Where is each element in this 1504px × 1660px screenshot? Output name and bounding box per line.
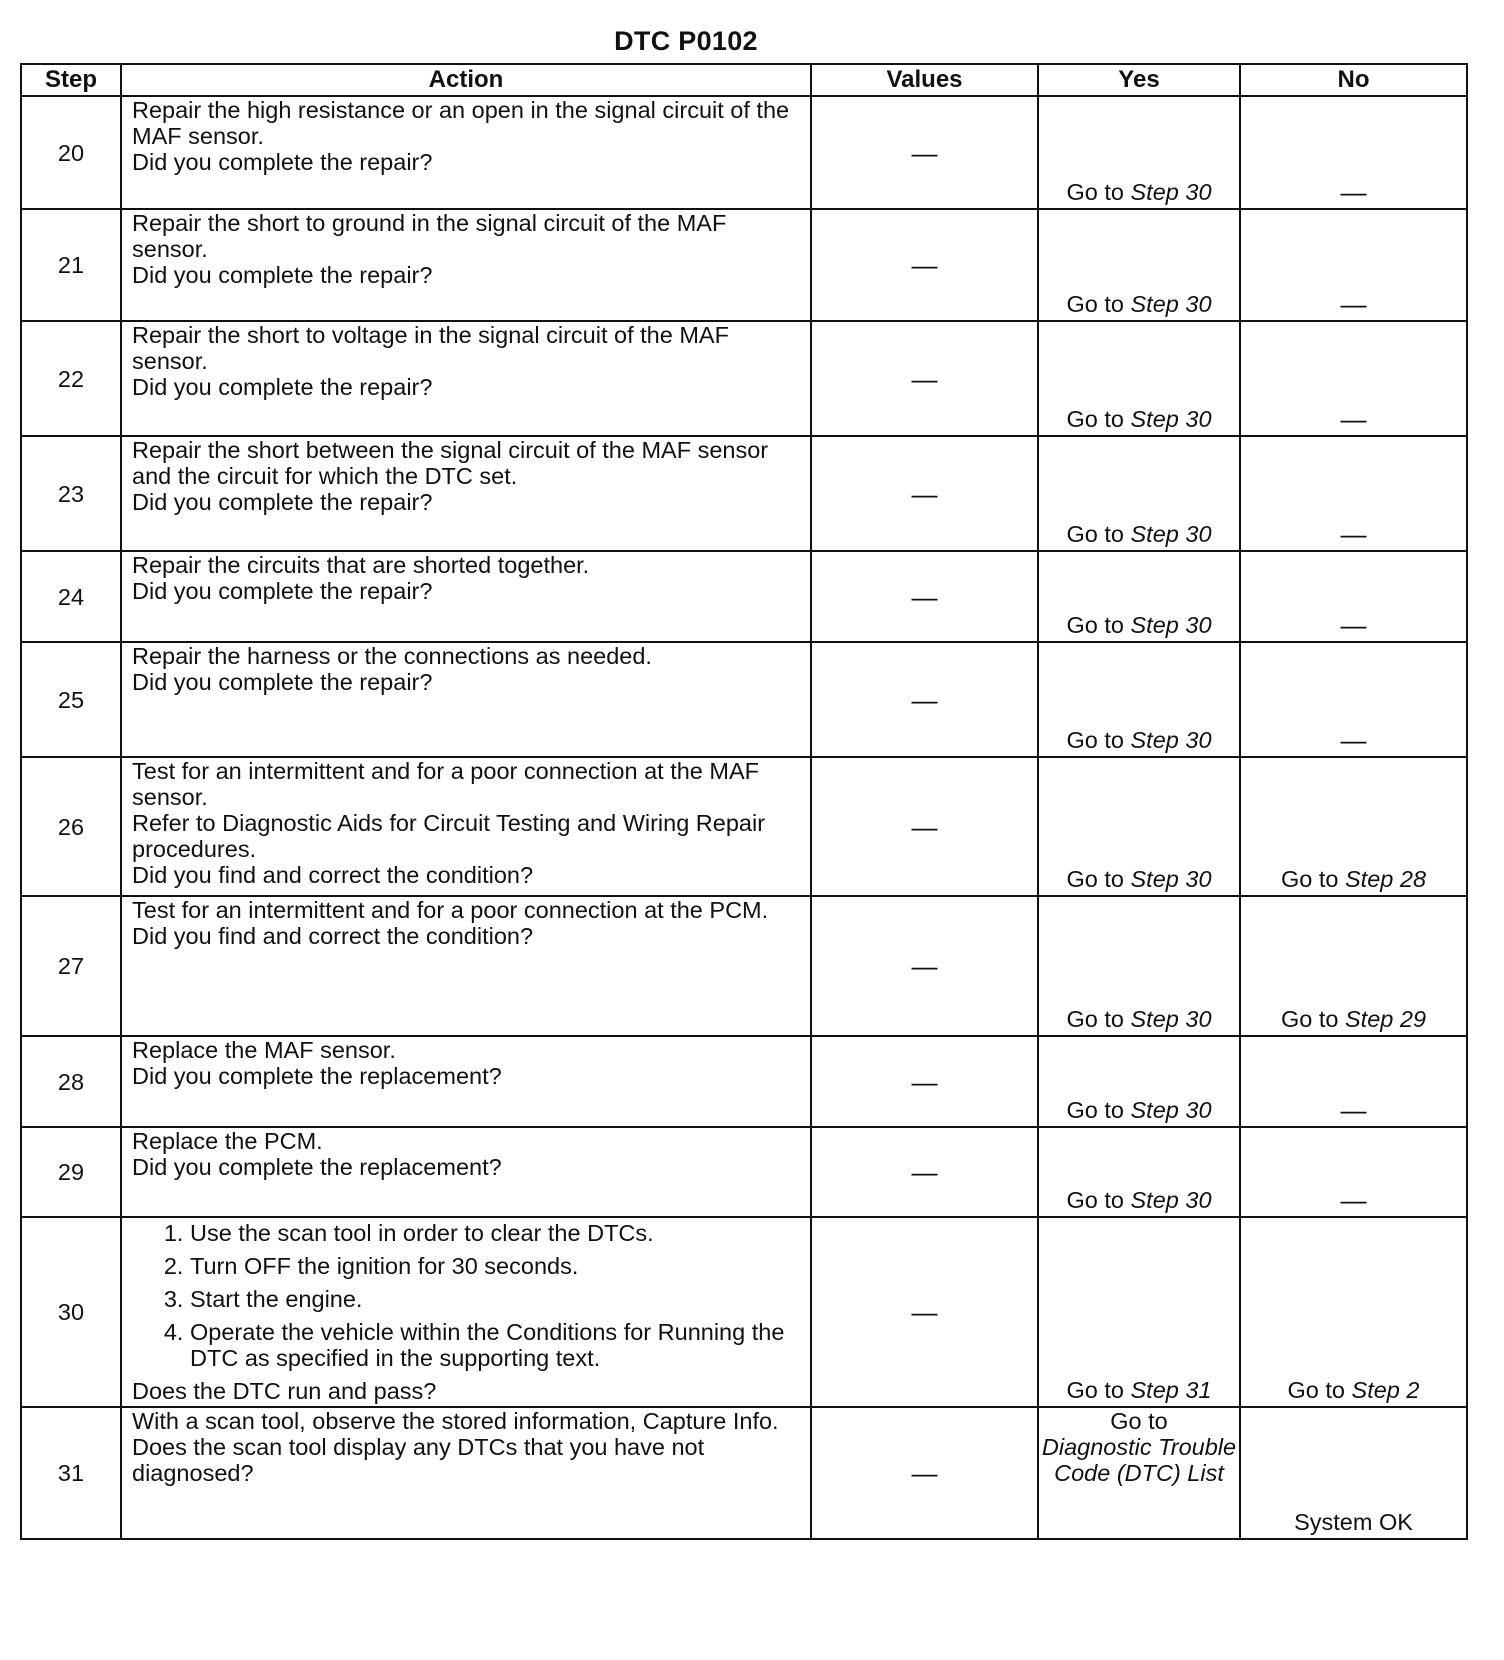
action-question: Did you complete the repair?	[132, 374, 433, 400]
action-reference: Refer to Diagnostic Aids for Circuit Testing and Wiring Repair procedures.	[132, 810, 766, 862]
header-action: Action	[121, 64, 811, 96]
table-row	[21, 1127, 1467, 1217]
action-question: Did you complete the repair?	[132, 669, 433, 695]
values-cell: —	[811, 1127, 1038, 1217]
yes-step-link[interactable]: Step 30	[1130, 866, 1212, 892]
action-cell	[121, 757, 811, 896]
no-cell	[1240, 757, 1467, 896]
header-yes: Yes	[1038, 64, 1240, 96]
action-cell	[121, 321, 811, 436]
yes-step-link[interactable]: Step 30	[1130, 521, 1212, 547]
yes-prefix: Go to	[1066, 406, 1131, 432]
values-cell: —	[811, 1217, 1038, 1407]
no-prefix: Go to	[1280, 1006, 1345, 1032]
yes-cell	[1038, 1036, 1240, 1127]
list-item: 3. Start the engine.	[190, 1286, 804, 1312]
step-number: 23	[21, 436, 121, 551]
yes-prefix: Go to	[1066, 866, 1131, 892]
table-row	[21, 642, 1467, 757]
yes-step-link[interactable]: Step 30	[1130, 1097, 1212, 1123]
action-cell	[121, 1127, 811, 1217]
step-number: 21	[21, 209, 121, 321]
yes-prefix: Go to	[1066, 521, 1131, 547]
values-cell: —	[811, 757, 1038, 896]
values-cell: —	[811, 896, 1038, 1036]
procedure-list	[132, 1220, 804, 1371]
values-cell: —	[811, 436, 1038, 551]
header-row	[21, 64, 1467, 96]
yes-step-link[interactable]: Step 30	[1130, 727, 1212, 753]
action-text: Replace the PCM.	[132, 1128, 323, 1154]
no-cell: —	[1240, 436, 1467, 551]
action-question: Did you complete the repair?	[132, 578, 433, 604]
list-item: 4. Operate the vehicle within the Conditions for Running the DTC as specified in the supporting text.	[190, 1319, 804, 1371]
action-cell	[121, 896, 811, 1036]
yes-cell	[1038, 1217, 1240, 1407]
no-step-link[interactable]: Step 28	[1345, 866, 1427, 892]
yes-step-link[interactable]: Step 30	[1130, 1187, 1212, 1213]
yes-cell	[1038, 436, 1240, 551]
action-question: Did you find and correct the condition?	[132, 862, 534, 888]
action-text: Repair the short to ground in the signal circuit of the MAF sensor.	[132, 210, 727, 262]
yes-cell	[1038, 96, 1240, 209]
step-number: 30	[21, 1217, 121, 1407]
values-cell: —	[811, 321, 1038, 436]
yes-prefix: Go to	[1110, 1408, 1168, 1434]
action-text: Test for an intermittent and for a poor connection at the PCM.	[132, 897, 769, 923]
no-prefix: Go to	[1287, 1377, 1352, 1403]
step-number: 29	[21, 1127, 121, 1217]
action-text: Repair the high resistance or an open in the signal circuit of the MAF sensor.	[132, 97, 790, 149]
action-text: Replace the MAF sensor.	[132, 1037, 396, 1063]
action-question: Did you complete the repair?	[132, 149, 433, 175]
yes-prefix: Go to	[1066, 727, 1131, 753]
action-question: Did you complete the replacement?	[132, 1063, 502, 1089]
step-number: 24	[21, 551, 121, 642]
document-title: DTC P0102	[614, 26, 758, 56]
header-values: Values	[811, 64, 1038, 96]
no-cell	[1240, 1217, 1467, 1407]
list-item: 1. Use the scan tool in order to clear the DTCs.	[190, 1220, 804, 1246]
table-row	[21, 436, 1467, 551]
yes-cell	[1038, 757, 1240, 896]
table-row	[21, 551, 1467, 642]
action-text: Repair the short between the signal circuit of the MAF sensor and the circuit for which the DTC set.	[132, 437, 769, 489]
action-text: Repair the harness or the connections as needed.	[132, 643, 652, 669]
table-row	[21, 96, 1467, 209]
action-cell	[121, 209, 811, 321]
action-text: Repair the circuits that are shorted together.	[132, 552, 590, 578]
dtc-table	[20, 63, 1468, 1540]
yes-cell	[1038, 321, 1240, 436]
yes-cell	[1038, 642, 1240, 757]
action-cell	[121, 96, 811, 209]
action-question: Did you complete the repair?	[132, 489, 433, 515]
yes-cell	[1038, 896, 1240, 1036]
table-row	[21, 1407, 1467, 1539]
table-row	[21, 321, 1467, 436]
action-cell	[121, 551, 811, 642]
action-question: Did you complete the replacement?	[132, 1154, 502, 1180]
step-number: 27	[21, 896, 121, 1036]
yes-prefix: Go to	[1066, 1377, 1131, 1403]
yes-prefix: Go to	[1066, 1097, 1131, 1123]
no-cell: —	[1240, 551, 1467, 642]
step-number: 25	[21, 642, 121, 757]
list-item: 2. Turn OFF the ignition for 30 seconds.	[190, 1253, 804, 1279]
action-question: Does the DTC run and pass?	[132, 1378, 437, 1404]
step-number: 26	[21, 757, 121, 896]
no-cell: System OK	[1240, 1407, 1467, 1539]
step-number: 28	[21, 1036, 121, 1127]
yes-prefix: Go to	[1066, 612, 1131, 638]
yes-cell	[1038, 1407, 1240, 1539]
header-step: Step	[21, 64, 121, 96]
yes-cell	[1038, 209, 1240, 321]
values-cell: —	[811, 551, 1038, 642]
table-row	[21, 896, 1467, 1036]
action-question: Did you find and correct the condition?	[132, 923, 534, 949]
table-row	[21, 757, 1467, 896]
no-cell: —	[1240, 96, 1467, 209]
no-cell: —	[1240, 1127, 1467, 1217]
no-cell	[1240, 896, 1467, 1036]
action-text: With a scan tool, observe the stored information, Capture Info.	[132, 1408, 779, 1434]
dtc-list-link[interactable]: Diagnostic Trouble Code (DTC) List	[1041, 1434, 1237, 1486]
action-cell	[121, 642, 811, 757]
yes-step-link[interactable]: Step 30	[1130, 612, 1212, 638]
action-cell	[121, 436, 811, 551]
table-row	[21, 209, 1467, 321]
no-step-link[interactable]: Step 2	[1351, 1377, 1420, 1403]
yes-prefix: Go to	[1066, 179, 1131, 205]
values-cell: —	[811, 209, 1038, 321]
yes-step-link[interactable]: Step 30	[1130, 291, 1212, 317]
yes-prefix: Go to	[1066, 1006, 1131, 1032]
action-cell	[121, 1407, 811, 1539]
no-step-link[interactable]: Step 29	[1345, 1006, 1427, 1032]
action-question: Does the scan tool display any DTCs that you have not diagnosed?	[132, 1434, 705, 1486]
table-row	[21, 1217, 1467, 1407]
yes-step-link[interactable]: Step 31	[1130, 1377, 1212, 1403]
action-cell	[121, 1036, 811, 1127]
no-cell: —	[1240, 321, 1467, 436]
yes-step-link[interactable]: Step 30	[1130, 1006, 1212, 1032]
action-text: Repair the short to voltage in the signal circuit of the MAF sensor.	[132, 322, 729, 374]
step-number: 20	[21, 96, 121, 209]
yes-prefix: Go to	[1066, 1187, 1131, 1213]
no-cell: —	[1240, 642, 1467, 757]
action-text: Test for an intermittent and for a poor connection at the MAF sensor.	[132, 758, 759, 810]
yes-cell	[1038, 551, 1240, 642]
yes-step-link[interactable]: Step 30	[1130, 406, 1212, 432]
action-question: Did you complete the repair?	[132, 262, 433, 288]
table-row	[21, 1036, 1467, 1127]
no-cell: —	[1240, 1036, 1467, 1127]
header-no: No	[1240, 64, 1467, 96]
step-number: 22	[21, 321, 121, 436]
no-prefix: Go to	[1280, 866, 1345, 892]
no-cell: —	[1240, 209, 1467, 321]
values-cell: —	[811, 1407, 1038, 1539]
values-cell: —	[811, 1036, 1038, 1127]
values-cell: —	[811, 642, 1038, 757]
action-cell	[121, 1217, 811, 1407]
yes-prefix: Go to	[1066, 291, 1131, 317]
step-number: 31	[21, 1407, 121, 1539]
yes-cell	[1038, 1127, 1240, 1217]
values-cell: —	[811, 96, 1038, 209]
yes-step-link[interactable]: Step 30	[1130, 179, 1212, 205]
